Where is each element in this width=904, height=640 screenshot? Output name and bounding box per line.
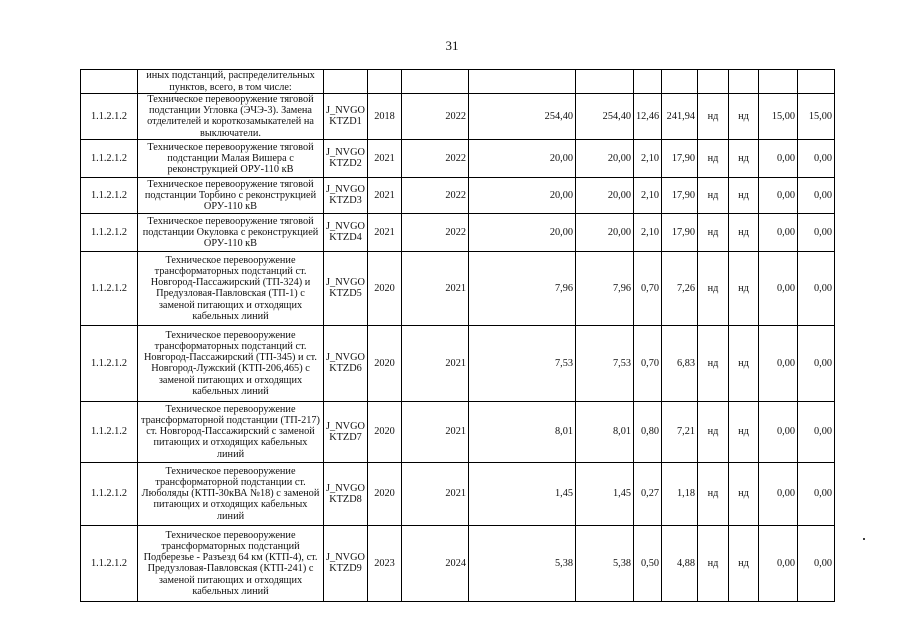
- cell-value-1: 254,40: [469, 94, 576, 140]
- cell-project-name: Техническое перевооружение трансформаторных подстанций Подберезье - Разъезд 64 км (КТП-4), ст. Предузловая-Павловская (КТП-241) с заменой питающих и отходящих кабельных линий: [138, 525, 324, 601]
- cell-value-3: 2,10: [634, 177, 662, 213]
- table-row: [81, 251, 835, 325]
- cell-empty: [759, 70, 798, 94]
- cell-status-1: нд: [698, 213, 729, 251]
- cell-value-1: 8,01: [469, 401, 576, 462]
- cell-end-year: 2022: [402, 177, 469, 213]
- cell-item-number: 1.1.2.1.2: [81, 251, 138, 325]
- cell-status-1: нд: [698, 325, 729, 401]
- cell-item-number: 1.1.2.1.2: [81, 94, 138, 140]
- cell-project-name: Техническое перевооружение тяговой подстанции Малая Вишера с реконструкцией ОРУ-110 кВ: [138, 139, 324, 177]
- cell-status-1: нд: [698, 251, 729, 325]
- cell-end-year: 2022: [402, 139, 469, 177]
- cell-value-1: 7,96: [469, 251, 576, 325]
- cell-empty: [81, 70, 138, 94]
- cell-start-year: 2021: [368, 177, 402, 213]
- cell-start-year: 2020: [368, 325, 402, 401]
- cell-project-code: J_NVGO KTZD3: [324, 177, 368, 213]
- cell-empty: [368, 70, 402, 94]
- cell-value-1: 20,00: [469, 177, 576, 213]
- cell-status-2: нд: [729, 325, 759, 401]
- cell-project-code: J_NVGO KTZD9: [324, 525, 368, 601]
- cell-value-5: 0,00: [759, 139, 798, 177]
- cell-project-code: J_NVGO KTZD8: [324, 462, 368, 525]
- cell-value-2: 254,40: [576, 94, 634, 140]
- cell-value-2: 1,45: [576, 462, 634, 525]
- cell-end-year: 2022: [402, 213, 469, 251]
- cell-value-1: 1,45: [469, 462, 576, 525]
- cell-start-year: 2018: [368, 94, 402, 140]
- cell-value-2: 5,38: [576, 525, 634, 601]
- cell-value-6: 0,00: [798, 462, 835, 525]
- cell-value-6: 0,00: [798, 401, 835, 462]
- table-row: [81, 94, 835, 140]
- cell-status-2: нд: [729, 94, 759, 140]
- cell-project-name: Техническое перевооружение трансформаторных подстанций ст. Новгород-Пассажирский (ТП-324) и Предузловая-Павловская (ТП-1) с заменой питающих и отходящих кабельных линий: [138, 251, 324, 325]
- cell-end-year: 2021: [402, 251, 469, 325]
- cell-start-year: 2020: [368, 401, 402, 462]
- cell-value-2: 20,00: [576, 213, 634, 251]
- cell-end-year: 2022: [402, 94, 469, 140]
- cell-start-year: 2023: [368, 525, 402, 601]
- cell-item-number: 1.1.2.1.2: [81, 525, 138, 601]
- cell-value-5: 0,00: [759, 251, 798, 325]
- cell-start-year: 2021: [368, 213, 402, 251]
- cell-end-year: 2024: [402, 525, 469, 601]
- cell-value-1: 20,00: [469, 213, 576, 251]
- table-row: [81, 213, 835, 251]
- cell-value-6: 0,00: [798, 139, 835, 177]
- cell-value-6: 0,00: [798, 251, 835, 325]
- investment-table: [80, 69, 835, 602]
- cell-value-4: 7,21: [662, 401, 698, 462]
- cell-value-6: 0,00: [798, 213, 835, 251]
- cell-empty: [798, 70, 835, 94]
- cell-item-number: 1.1.2.1.2: [81, 177, 138, 213]
- page-number: 31: [445, 38, 459, 53]
- cell-status-2: нд: [729, 251, 759, 325]
- cell-value-5: 15,00: [759, 94, 798, 140]
- table-row: [81, 325, 835, 401]
- cell-item-number: 1.1.2.1.2: [81, 401, 138, 462]
- header-fragment-row: [81, 70, 835, 94]
- cell-value-4: 17,90: [662, 177, 698, 213]
- cell-value-5: 0,00: [759, 177, 798, 213]
- cell-value-2: 7,53: [576, 325, 634, 401]
- cell-value-1: 7,53: [469, 325, 576, 401]
- cell-start-year: 2021: [368, 139, 402, 177]
- cell-project-name: Техническое перевооружение трансформаторных подстанций ст. Новгород-Пассажирский (ТП-345) и ст. Новгород-Лужский (КТП-206,465) с заменой питающих и отходящих кабельных линий: [138, 325, 324, 401]
- cell-project-name: Техническое перевооружение трансформаторной подстанции ст. Люболяды (КТП-30кВА №18) с заменой питающих и отходящих кабельных линий: [138, 462, 324, 525]
- cell-empty: [576, 70, 634, 94]
- cell-status-1: нд: [698, 177, 729, 213]
- cell-status-2: нд: [729, 525, 759, 601]
- cell-status-1: нд: [698, 139, 729, 177]
- cell-project-name: Техническое перевооружение тяговой подстанции Окуловка с реконструкцией ОРУ-110 кВ: [138, 213, 324, 251]
- cell-value-1: 5,38: [469, 525, 576, 601]
- cell-empty: [729, 70, 759, 94]
- cell-project-code: J_NVGO KTZD1: [324, 94, 368, 140]
- cell-value-4: 4,88: [662, 525, 698, 601]
- cell-value-4: 6,83: [662, 325, 698, 401]
- cell-project-code: J_NVGO KTZD6: [324, 325, 368, 401]
- cell-value-2: 8,01: [576, 401, 634, 462]
- cell-start-year: 2020: [368, 251, 402, 325]
- table-row: [81, 462, 835, 525]
- cell-status-1: нд: [698, 401, 729, 462]
- cell-empty: [662, 70, 698, 94]
- cell-project-name: Техническое перевооружение тяговой подстанции Угловка (ЭЧЭ-3). Замена отделителей и короткозамыкателей на выключатели.: [138, 94, 324, 140]
- cell-value-3: 0,70: [634, 325, 662, 401]
- cell-status-1: нд: [698, 525, 729, 601]
- cell-value-4: 1,18: [662, 462, 698, 525]
- cell-status-2: нд: [729, 213, 759, 251]
- cell-project-code: J_NVGO KTZD4: [324, 213, 368, 251]
- cell-project-name: Техническое перевооружение тяговой подстанции Торбино с реконструкцией ОРУ-110 кВ: [138, 177, 324, 213]
- table-row: [81, 139, 835, 177]
- cell-value-5: 0,00: [759, 325, 798, 401]
- cell-empty: [469, 70, 576, 94]
- cell-value-6: 0,00: [798, 525, 835, 601]
- cell-value-3: 0,27: [634, 462, 662, 525]
- table-row: [81, 525, 835, 601]
- cell-project-code: J_NVGO KTZD2: [324, 139, 368, 177]
- header-fragment-cell: иных подстанций, распределительных пунктов, всего, в том числе:: [138, 70, 324, 94]
- cell-end-year: 2021: [402, 462, 469, 525]
- cell-item-number: 1.1.2.1.2: [81, 139, 138, 177]
- cell-project-code: J_NVGO KTZD5: [324, 251, 368, 325]
- cell-value-4: 241,94: [662, 94, 698, 140]
- cell-item-number: 1.1.2.1.2: [81, 325, 138, 401]
- cell-empty: [402, 70, 469, 94]
- stray-dot: [863, 538, 865, 540]
- cell-empty: [324, 70, 368, 94]
- cell-value-6: 15,00: [798, 94, 835, 140]
- cell-value-6: 0,00: [798, 177, 835, 213]
- cell-value-2: 7,96: [576, 251, 634, 325]
- cell-value-4: 17,90: [662, 213, 698, 251]
- cell-status-1: нд: [698, 462, 729, 525]
- cell-item-number: 1.1.2.1.2: [81, 213, 138, 251]
- cell-value-4: 7,26: [662, 251, 698, 325]
- cell-value-3: 2,10: [634, 139, 662, 177]
- cell-end-year: 2021: [402, 325, 469, 401]
- cell-project-name: Техническое перевооружение трансформаторной подстанции (ТП-217) ст. Новгород-Пассажирский с заменой питающих и отходящих кабельных линий: [138, 401, 324, 462]
- table-row: [81, 177, 835, 213]
- cell-value-5: 0,00: [759, 462, 798, 525]
- cell-value-3: 0,50: [634, 525, 662, 601]
- cell-status-2: нд: [729, 177, 759, 213]
- cell-value-3: 0,80: [634, 401, 662, 462]
- table-row: [81, 401, 835, 462]
- cell-value-2: 20,00: [576, 177, 634, 213]
- cell-status-2: нд: [729, 401, 759, 462]
- cell-value-2: 20,00: [576, 139, 634, 177]
- cell-value-5: 0,00: [759, 213, 798, 251]
- cell-empty: [634, 70, 662, 94]
- cell-start-year: 2020: [368, 462, 402, 525]
- cell-value-3: 0,70: [634, 251, 662, 325]
- cell-status-2: нд: [729, 139, 759, 177]
- cell-empty: [698, 70, 729, 94]
- cell-value-1: 20,00: [469, 139, 576, 177]
- cell-end-year: 2021: [402, 401, 469, 462]
- cell-value-5: 0,00: [759, 525, 798, 601]
- cell-value-5: 0,00: [759, 401, 798, 462]
- cell-status-1: нд: [698, 94, 729, 140]
- cell-value-6: 0,00: [798, 325, 835, 401]
- cell-item-number: 1.1.2.1.2: [81, 462, 138, 525]
- cell-value-3: 2,10: [634, 213, 662, 251]
- cell-value-4: 17,90: [662, 139, 698, 177]
- cell-project-code: J_NVGO KTZD7: [324, 401, 368, 462]
- cell-status-2: нд: [729, 462, 759, 525]
- cell-value-3: 12,46: [634, 94, 662, 140]
